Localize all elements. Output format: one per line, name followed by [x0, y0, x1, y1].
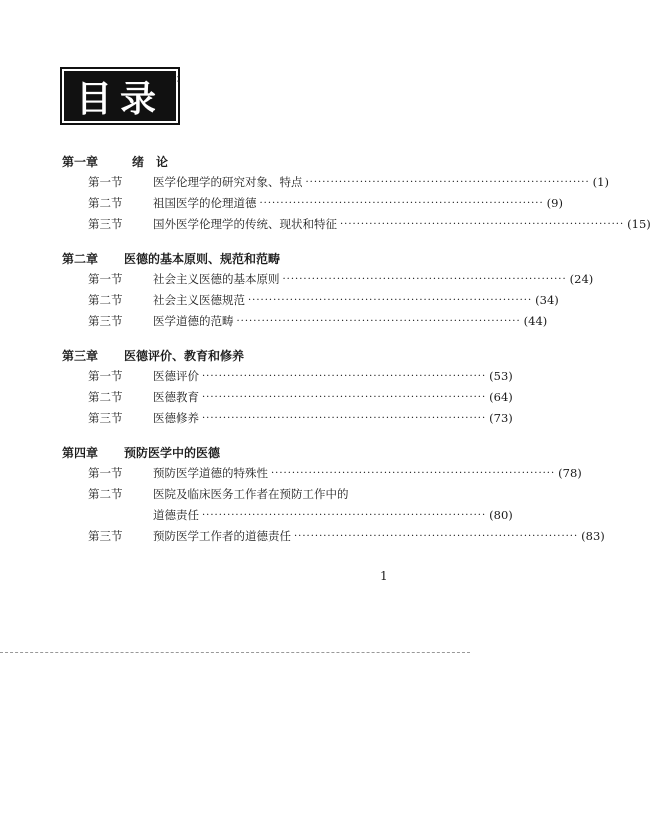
page-title: 目录	[64, 71, 176, 121]
page-number: (53)	[489, 369, 513, 383]
section-title: 医德评价	[153, 369, 199, 383]
page-number: (83)	[581, 529, 605, 543]
dot-leader	[202, 387, 486, 408]
chapter-title: 预防医学中的医德	[124, 446, 221, 460]
chapter-heading	[62, 346, 382, 366]
toc-entry[interactable]	[62, 269, 594, 290]
section-number: 第三节	[88, 529, 123, 543]
dot-leader	[202, 366, 486, 387]
section-title: 预防医学工作者的道德责任	[153, 529, 291, 543]
dot-leader	[340, 214, 624, 235]
chapter-number: 第一章	[62, 155, 99, 169]
toc-entry[interactable]	[62, 193, 563, 214]
chapter-title: 医德的基本原则、规范和范畴	[124, 252, 281, 266]
section-title: 预防医学道德的特殊性	[153, 466, 268, 480]
section-title: 社会主义医德的基本原则	[153, 272, 280, 286]
dot-leader	[248, 290, 532, 311]
chapter-number: 第二章	[62, 252, 99, 266]
page-number: (78)	[558, 466, 582, 480]
section-number: 第二节	[88, 390, 123, 404]
section-title: 国外医学伦理学的传统、现状和特征	[153, 217, 337, 231]
chapter-4	[62, 443, 605, 547]
toc-entry[interactable]	[62, 463, 582, 484]
chapter-heading	[62, 249, 382, 269]
chapter-heading	[62, 152, 382, 172]
section-title: 社会主义医德规范	[153, 293, 245, 307]
page-number: (64)	[489, 390, 513, 404]
section-title: 医院及临床医务工作者在预防工作中的	[153, 487, 349, 501]
table-of-contents	[62, 152, 651, 561]
section-title-continued: 道德责任	[153, 508, 199, 522]
chapter-2	[62, 249, 594, 332]
section-title-block	[153, 484, 513, 526]
page-number: (1)	[592, 175, 609, 189]
page-number: (44)	[523, 314, 548, 328]
section-title: 医德修养	[153, 411, 199, 425]
dot-leader	[283, 269, 567, 290]
page-number: (80)	[489, 508, 513, 522]
section-number: 第三节	[88, 217, 123, 231]
page-number: (24)	[569, 272, 594, 286]
dot-leader	[202, 408, 486, 429]
chapter-3	[62, 346, 513, 429]
dot-leader	[271, 463, 555, 484]
section-title: 医学道德的范畴	[153, 314, 234, 328]
chapter-title: 医德评价、教育和修养	[124, 349, 245, 363]
toc-entry[interactable]	[62, 387, 513, 408]
toc-entry[interactable]	[62, 172, 609, 193]
toc-entry[interactable]	[62, 526, 605, 547]
chapter-number: 第四章	[62, 446, 99, 460]
section-number: 第一节	[88, 175, 123, 189]
section-title: 医德教育	[153, 390, 199, 404]
dot-leader	[306, 172, 590, 193]
dot-leader	[294, 526, 578, 547]
page-number: (73)	[489, 411, 513, 425]
chapter-1	[62, 152, 651, 235]
scan-edge-line	[0, 652, 470, 653]
toc-entry[interactable]	[62, 408, 513, 429]
section-title: 祖国医学的伦理道德	[153, 196, 257, 210]
section-title: 医学伦理学的研究对象、特点	[153, 175, 303, 189]
section-number: 第二节	[88, 196, 123, 210]
title-mark: :	[176, 70, 181, 86]
section-number: 第三节	[88, 411, 123, 425]
toc-entry[interactable]	[62, 311, 548, 332]
section-number: 第一节	[88, 369, 123, 383]
dot-leader	[260, 193, 544, 214]
section-number: 第二节	[88, 487, 123, 501]
chapter-number: 第三章	[62, 349, 99, 363]
section-number: 第二节	[88, 293, 123, 307]
chapter-heading	[62, 443, 382, 463]
toc-entry[interactable]	[62, 484, 513, 526]
section-number: 第三节	[88, 314, 123, 328]
page-number: (15)	[627, 217, 651, 231]
toc-entry[interactable]	[62, 214, 651, 235]
section-number: 第一节	[88, 466, 123, 480]
section-number: 第一节	[88, 272, 123, 286]
page-number: (9)	[546, 196, 563, 210]
page-folio: 1	[380, 569, 388, 583]
toc-entry[interactable]	[62, 366, 513, 387]
chapter-title: 绪 论	[132, 155, 169, 169]
toc-entry[interactable]	[62, 290, 559, 311]
dot-leader	[202, 505, 486, 526]
dot-leader	[237, 311, 521, 332]
page-number: (34)	[535, 293, 559, 307]
